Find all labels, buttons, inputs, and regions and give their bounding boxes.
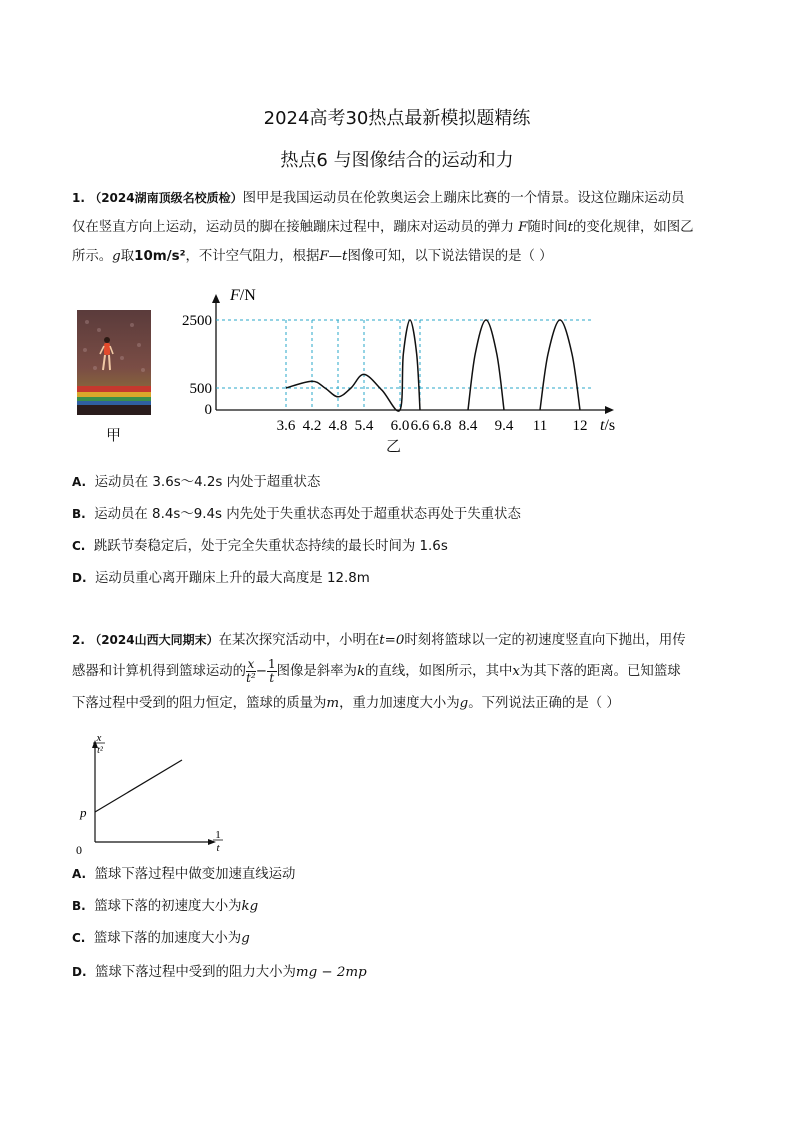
x-tick-label: 3.6: [276, 418, 296, 434]
option-label: C.: [72, 931, 86, 945]
q1-option-c[interactable]: [72, 536, 448, 557]
x-axis-label: t/s: [600, 417, 616, 434]
origin-label: 0: [76, 843, 82, 857]
x-tick-label: 6.0: [390, 418, 410, 434]
q2-stem-text: 的直线，如图所示，其中: [365, 664, 513, 679]
q2-symbol: g: [459, 696, 469, 711]
page-subtitle: 热点6 与图像结合的运动和力: [280, 150, 514, 171]
option-text: 篮球下落的初速度大小为: [94, 899, 242, 914]
option-text: 篮球下落过程中受到的阻力大小为: [95, 965, 296, 980]
x-tick-label: 6.8: [432, 418, 452, 434]
option-math: kg: [241, 899, 259, 914]
force-curve-segment-2: [468, 320, 504, 410]
y-tick-label: 0: [204, 402, 212, 418]
q2-stem-text: 在某次探究活动中，小明在: [218, 633, 380, 648]
q2-symbol: k: [356, 664, 366, 679]
q1-source: （2024湖南顶级名校质检）: [89, 191, 243, 205]
x-tick-label: 6.6: [410, 418, 430, 434]
option-text: 跳跃节奏稳定后，处于完全失重状态持续的最长时间为 1.6s: [93, 539, 448, 554]
q2-source: （2024山西大同期末）: [89, 633, 219, 647]
option-text: 运动员在 8.4s～9.4s 内先处于失重状态再处于超重状态再处于失重状态: [94, 507, 521, 522]
option-label: A.: [72, 475, 87, 489]
page-title: 2024高考30热点最新模拟题精练: [263, 108, 531, 129]
frac-num: x: [247, 656, 255, 671]
q1-symbol: g: [112, 249, 121, 264]
frac-den: t: [269, 670, 275, 685]
y-axis-label: F/N: [230, 287, 256, 304]
q1-option-a[interactable]: [72, 472, 320, 493]
data-line: [95, 760, 182, 812]
q2-option-c[interactable]: [72, 928, 250, 949]
q2-number: 2.: [72, 633, 85, 647]
force-curve-segment-3: [540, 320, 580, 410]
frac-num: 1: [267, 656, 276, 671]
q2-option-d[interactable]: [72, 962, 367, 983]
option-text: 篮球下落的加速度大小为: [93, 931, 242, 946]
option-label: D.: [72, 965, 87, 979]
x-label-den: t: [216, 842, 220, 854]
minus-sign: −: [255, 664, 267, 679]
q2-stem-text: ，重力加速度大小为: [339, 696, 460, 711]
q2-stem-text: 为其下落的距离。已知篮球: [519, 664, 681, 679]
x-tick-label: 11: [532, 418, 548, 434]
q1-symbol: t: [567, 220, 574, 235]
q2-symbol: m: [326, 696, 340, 711]
graph-caption: 乙: [386, 437, 402, 455]
option-label: C.: [72, 539, 86, 553]
x-label-num: 1: [215, 829, 221, 841]
q2-symbol: t=0: [379, 633, 405, 648]
q1-stem-text: ，不计空气阻力，根据: [185, 249, 320, 264]
y-label-num: x: [96, 732, 102, 744]
q1-number: 1.: [72, 191, 85, 205]
fraction-1-over-t: [267, 658, 277, 685]
q2-stem-text: 下落过程中受到的阻力恒定，篮球的质量为: [72, 696, 327, 711]
photo-caption: 甲: [106, 426, 122, 444]
option-text: 运动员重心离开蹦床上升的最大高度是 12.8m: [95, 571, 370, 586]
option-label: B.: [72, 507, 86, 521]
x-tick-label: 4.8: [328, 418, 348, 434]
q1-symbol: F—t: [319, 249, 348, 264]
q2-stem-text: 图像是斜率为: [276, 664, 357, 679]
x-tick-label: 8.4: [458, 418, 478, 434]
y-tick-label: 2500: [182, 313, 212, 329]
y-tick-label: 500: [189, 381, 212, 397]
option-math: mg − 2mp: [295, 965, 367, 980]
force-time-chart: [182, 284, 630, 436]
q1-stem-text: 仅在竖直方向上运动，运动员的脚在接触蹦床过程中，蹦床对运动员的弹力: [72, 220, 519, 235]
q2-stem: [72, 626, 732, 718]
q1-value: 10m/s²: [134, 249, 186, 264]
option-text: 运动员在 3.6s～4.2s 内处于超重状态: [94, 475, 321, 490]
option-math: g: [241, 931, 250, 946]
intercept-label: p: [80, 805, 87, 820]
q1-symbol: F: [518, 220, 528, 235]
q1-stem-text: 随时间: [527, 220, 568, 235]
x-axis-arrow: [605, 406, 614, 414]
q2-option-b[interactable]: [72, 896, 258, 917]
x-tick-label: 12: [572, 418, 588, 434]
option-text: 篮球下落过程中做变加速直线运动: [94, 867, 296, 882]
q1-option-d[interactable]: [72, 568, 370, 589]
y-axis-arrow: [212, 294, 220, 303]
x-over-t2-graph: [72, 730, 232, 856]
frac-den: t²: [246, 670, 256, 685]
q1-option-b[interactable]: [72, 504, 521, 525]
x-tick-label: 4.2: [302, 418, 322, 434]
q2-option-a[interactable]: [72, 864, 295, 885]
option-label: D.: [72, 571, 87, 585]
q1-stem-text: 图甲是我国运动员在伦敦奥运会上蹦床比赛的一个情景。设这位蹦床运动员: [242, 191, 685, 206]
y-label-den: t²: [97, 745, 103, 756]
x-tick-label: 5.4: [354, 418, 374, 434]
q1-stem: [72, 184, 732, 271]
q1-stem-text: 所示。: [72, 249, 113, 264]
q2-stem-text: 。下列说法正确的是（ ）: [468, 696, 620, 711]
q2-symbol: x: [512, 664, 520, 679]
q1-stem-text: 取: [120, 249, 135, 264]
q2-stem-text: 感器和计算机得到篮球运动的: [72, 664, 247, 679]
q1-stem-text: 的变化规律，如图乙: [573, 220, 694, 235]
option-label: A.: [72, 867, 87, 881]
fraction-x-over-t2: [246, 658, 256, 685]
option-label: B.: [72, 899, 86, 913]
x-tick-label: 9.4: [494, 418, 514, 434]
q2-stem-text: 时刻将篮球以一定的初速度竖直向下抛出，用传: [404, 633, 686, 648]
q1-stem-text: 图像可知，以下说法错误的是（ ）: [347, 249, 553, 264]
trampoline-photo: [77, 310, 151, 415]
